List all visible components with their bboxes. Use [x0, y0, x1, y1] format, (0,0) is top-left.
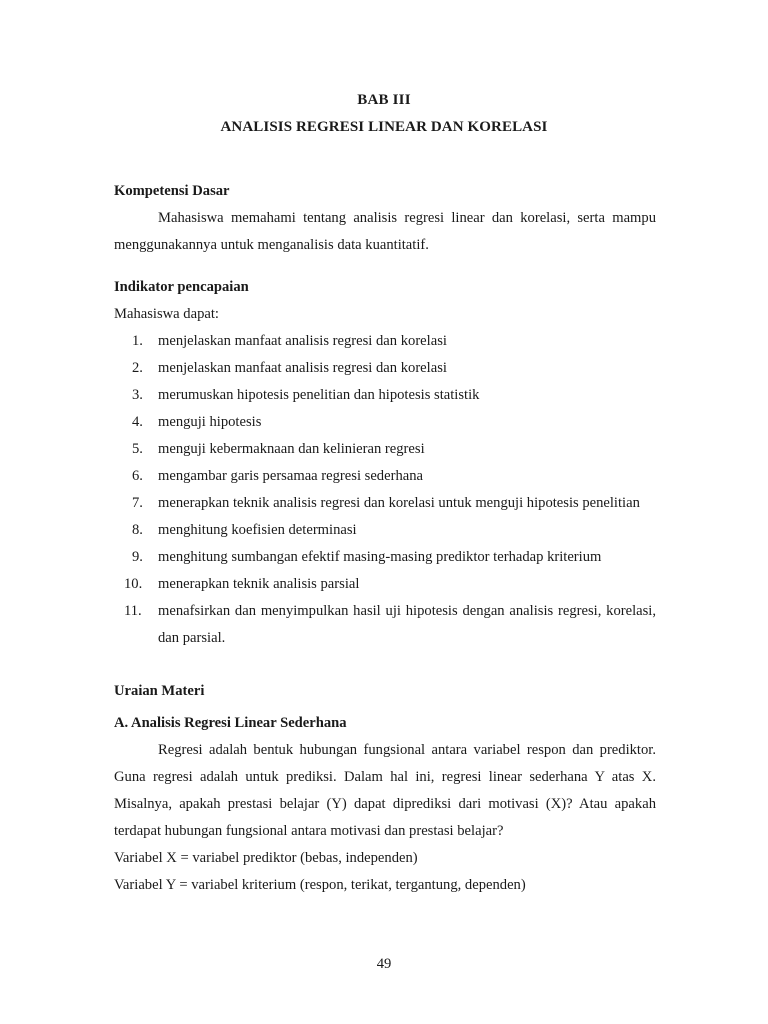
indikator-list	[114, 328, 656, 652]
list-item-text: menafsirkan dan menyimpulkan hasil uji hipotesis dengan analisis regresi, korelasi, dan parsial.	[158, 603, 656, 646]
kompetensi-text: Mahasiswa memahami tentang analisis regresi linear dan korelasi, serta mampu menggunakannya untuk menganalisis data kuantitatif.	[114, 210, 656, 253]
section-a-heading: A. Analisis Regresi Linear Sederhana	[114, 715, 347, 731]
variable-x-definition: Variabel X = variabel prediktor (bebas, independen)	[114, 850, 418, 866]
list-item-number: 5.	[132, 441, 143, 457]
list-item-text: menghitung koefisien determinasi	[158, 522, 357, 538]
list-item-number: 4.	[132, 414, 143, 430]
list-item-text: menghitung sumbangan efektif masing-masing prediktor terhadap kriterium	[158, 549, 602, 565]
list-item-number: 9.	[132, 549, 143, 565]
list-item-text: merumuskan hipotesis penelitian dan hipotesis statistik	[158, 387, 480, 403]
list-item-number: 7.	[132, 495, 143, 511]
list-item	[114, 328, 656, 355]
list-item-number: 2.	[132, 360, 143, 376]
list-item	[114, 382, 656, 409]
list-item	[114, 355, 656, 382]
chapter-title: ANALISIS REGRESI LINEAR DAN KORELASI	[220, 119, 548, 135]
list-item-number: 10.	[124, 576, 143, 592]
indikator-heading: Indikator pencapaian	[114, 279, 249, 295]
list-item-text: menguji kebermaknaan dan kelinieran regresi	[158, 441, 425, 457]
list-item-number: 6.	[132, 468, 143, 484]
chapter-number: BAB III	[357, 92, 411, 108]
list-item	[114, 436, 656, 463]
list-item-number: 1.	[132, 333, 143, 349]
list-item-text: mengambar garis persamaa regresi sederhana	[158, 468, 423, 484]
list-item	[114, 490, 656, 517]
list-item-text: menguji hipotesis	[158, 414, 262, 430]
list-item-text: menjelaskan manfaat analisis regresi dan korelasi	[158, 360, 447, 376]
list-item	[114, 544, 656, 571]
page-body	[114, 178, 656, 899]
indikator-intro: Mahasiswa dapat:	[114, 306, 219, 322]
list-item-number: 3.	[132, 387, 143, 403]
uraian-heading: Uraian Materi	[114, 683, 205, 699]
page-number: 49	[376, 956, 392, 972]
list-item-text: menerapkan teknik analisis regresi dan korelasi untuk menguji hipotesis penelitian	[158, 495, 640, 511]
list-item	[114, 517, 656, 544]
variable-y-definition: Variabel Y = variabel kriterium (respon, terikat, tergantung, dependen)	[114, 877, 526, 893]
list-item-number: 11.	[124, 603, 142, 619]
section-a-paragraph: Regresi adalah bentuk hubungan fungsional antara variabel respon dan prediktor. Guna regresi adalah untuk prediksi. Dalam hal ini, regresi linear sederhana Y atas X. Misalnya, apakah prestasi belajar (Y) dapat diprediksi dari motivasi (X)? Atau apakah terdapat hubungan fungsional antara motivasi dan prestasi belajar?	[114, 742, 656, 839]
list-item	[114, 598, 656, 652]
list-item	[114, 463, 656, 490]
list-item-text: menerapkan teknik analisis parsial	[158, 576, 360, 592]
kompetensi-heading: Kompetensi Dasar	[114, 183, 230, 199]
list-item	[114, 409, 656, 436]
list-item-number: 8.	[132, 522, 143, 538]
list-item-text: menjelaskan manfaat analisis regresi dan korelasi	[158, 333, 447, 349]
list-item	[114, 571, 656, 598]
